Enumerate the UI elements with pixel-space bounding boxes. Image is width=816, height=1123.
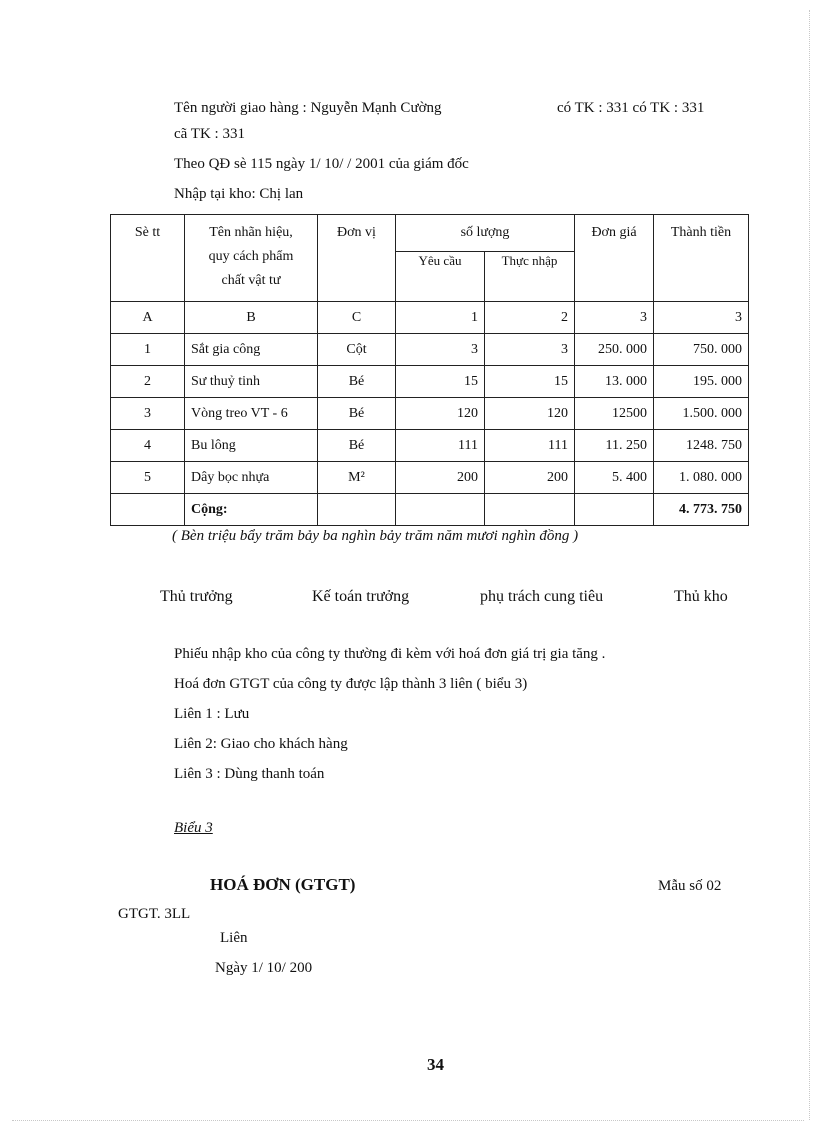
signature-supply: phụ trách cung tiêu [480, 588, 604, 605]
cell-name: Bu lông [185, 430, 318, 462]
header-name [185, 215, 318, 302]
cell-unit: Cột [318, 334, 396, 366]
decision-line: Theo QĐ sè 115 ngày 1/ 10/ / 2001 của giám đốc [174, 156, 469, 172]
cell-name: Sắt gia công [185, 334, 318, 366]
page-bottom-border [12, 1120, 804, 1121]
cell-empty [111, 494, 185, 526]
signature-chief-accountant: Kế toán trưởng [312, 588, 410, 605]
cell-amount: 1.500. 000 [654, 398, 749, 430]
code-cell: 3 [575, 302, 654, 334]
table-row [111, 462, 749, 494]
cell-price: 12500 [575, 398, 654, 430]
table-row [111, 366, 749, 398]
cell-required: 15 [396, 366, 485, 398]
cell-stt: 2 [111, 366, 185, 398]
code-cell: B [185, 302, 318, 334]
cell-unit: M² [318, 462, 396, 494]
header-name-line1: Tên nhãn hiệu, [209, 225, 293, 240]
form-code: GTGT. 3LL [118, 906, 191, 922]
cell-price: 11. 250 [575, 430, 654, 462]
body-paragraph: Phiếu nhập kho của công ty thường đi kèm với hoá đơn giá trị gia tăng . [174, 646, 606, 662]
accounts-right: có TK : 331 có TK : 331 [557, 100, 705, 116]
cell-actual: 200 [485, 462, 575, 494]
cell-unit: Bé [318, 398, 396, 430]
cell-name: Vòng treo VT - 6 [185, 398, 318, 430]
code-row [111, 302, 749, 334]
invoice-date: Ngày 1/ 10/ 200 [215, 960, 313, 976]
signature-head: Thủ trưởng [160, 588, 233, 605]
table-row [111, 398, 749, 430]
header-name-line3: chất vật tư [221, 273, 281, 288]
accounts-left: cã TK : 331 [174, 126, 245, 142]
cell-empty [396, 494, 485, 526]
header-stt: Sè tt [111, 215, 185, 302]
cell-empty [575, 494, 654, 526]
cell-required: 200 [396, 462, 485, 494]
amount-in-words: ( Bèn triệu bẩy trăm bảy ba nghìn bảy trăm năm mươi nghìn đồng ) [172, 528, 579, 544]
cell-price: 5. 400 [575, 462, 654, 494]
code-cell: C [318, 302, 396, 334]
cell-amount: 750. 000 [654, 334, 749, 366]
cell-amount: 1. 080. 000 [654, 462, 749, 494]
header-price: Đơn giá [575, 215, 654, 302]
cell-stt: 1 [111, 334, 185, 366]
table-row [111, 334, 749, 366]
cell-unit: Bé [318, 430, 396, 462]
body-paragraph: Hoá đơn GTGT của công ty được lập thành 3 liên ( biểu 3) [174, 676, 528, 692]
copy-label: Liên [220, 930, 248, 946]
cell-actual: 120 [485, 398, 575, 430]
code-cell: 1 [396, 302, 485, 334]
cell-empty [318, 494, 396, 526]
deliverer-line: Tên người giao hàng : Nguyễn Mạnh Cường [174, 100, 442, 116]
cell-required: 120 [396, 398, 485, 430]
header-quantity: số lượng [396, 215, 575, 252]
cell-amount: 195. 000 [654, 366, 749, 398]
cell-amount: 1248. 750 [654, 430, 749, 462]
table-row [111, 430, 749, 462]
cell-actual: 3 [485, 334, 575, 366]
cell-actual: 15 [485, 366, 575, 398]
total-row [111, 494, 749, 526]
code-cell: 3 [654, 302, 749, 334]
form-number: Mẫu số 02 [658, 878, 722, 894]
cell-stt: 4 [111, 430, 185, 462]
header-actual: Thực nhập [485, 252, 575, 302]
code-cell: 2 [485, 302, 575, 334]
body-paragraph: Liên 1 : Lưu [174, 706, 250, 722]
header-unit: Đơn vị [318, 215, 396, 302]
warehouse-line: Nhập tại kho: Chị lan [174, 186, 304, 202]
cell-stt: 5 [111, 462, 185, 494]
body-paragraph: Liên 2: Giao cho khách hàng [174, 736, 348, 752]
cell-price: 13. 000 [575, 366, 654, 398]
code-cell: A [111, 302, 185, 334]
cell-name: Dây bọc nhựa [185, 462, 318, 494]
header-required: Yêu cầu [396, 252, 485, 302]
total-label: Cộng: [185, 494, 318, 526]
cell-name: Sư thuỷ tinh [185, 366, 318, 398]
invoice-title: HOÁ ĐƠN (GTGT) [210, 875, 356, 894]
signature-storekeeper: Thủ kho [674, 588, 728, 605]
cell-unit: Bé [318, 366, 396, 398]
page-right-border [809, 10, 810, 1120]
body-paragraph: Liên 3 : Dùng thanh toán [174, 766, 325, 782]
cell-stt: 3 [111, 398, 185, 430]
cell-empty [485, 494, 575, 526]
cell-required: 111 [396, 430, 485, 462]
header-amount: Thành tiền [654, 215, 749, 302]
cell-actual: 111 [485, 430, 575, 462]
total-value: 4. 773. 750 [654, 494, 749, 526]
receipt-table [110, 214, 749, 526]
cell-price: 250. 000 [575, 334, 654, 366]
page-number: 34 [427, 1055, 444, 1074]
cell-required: 3 [396, 334, 485, 366]
form-label: Biểu 3 [174, 820, 213, 836]
header-name-line2: quy cách phẩm [208, 249, 294, 264]
